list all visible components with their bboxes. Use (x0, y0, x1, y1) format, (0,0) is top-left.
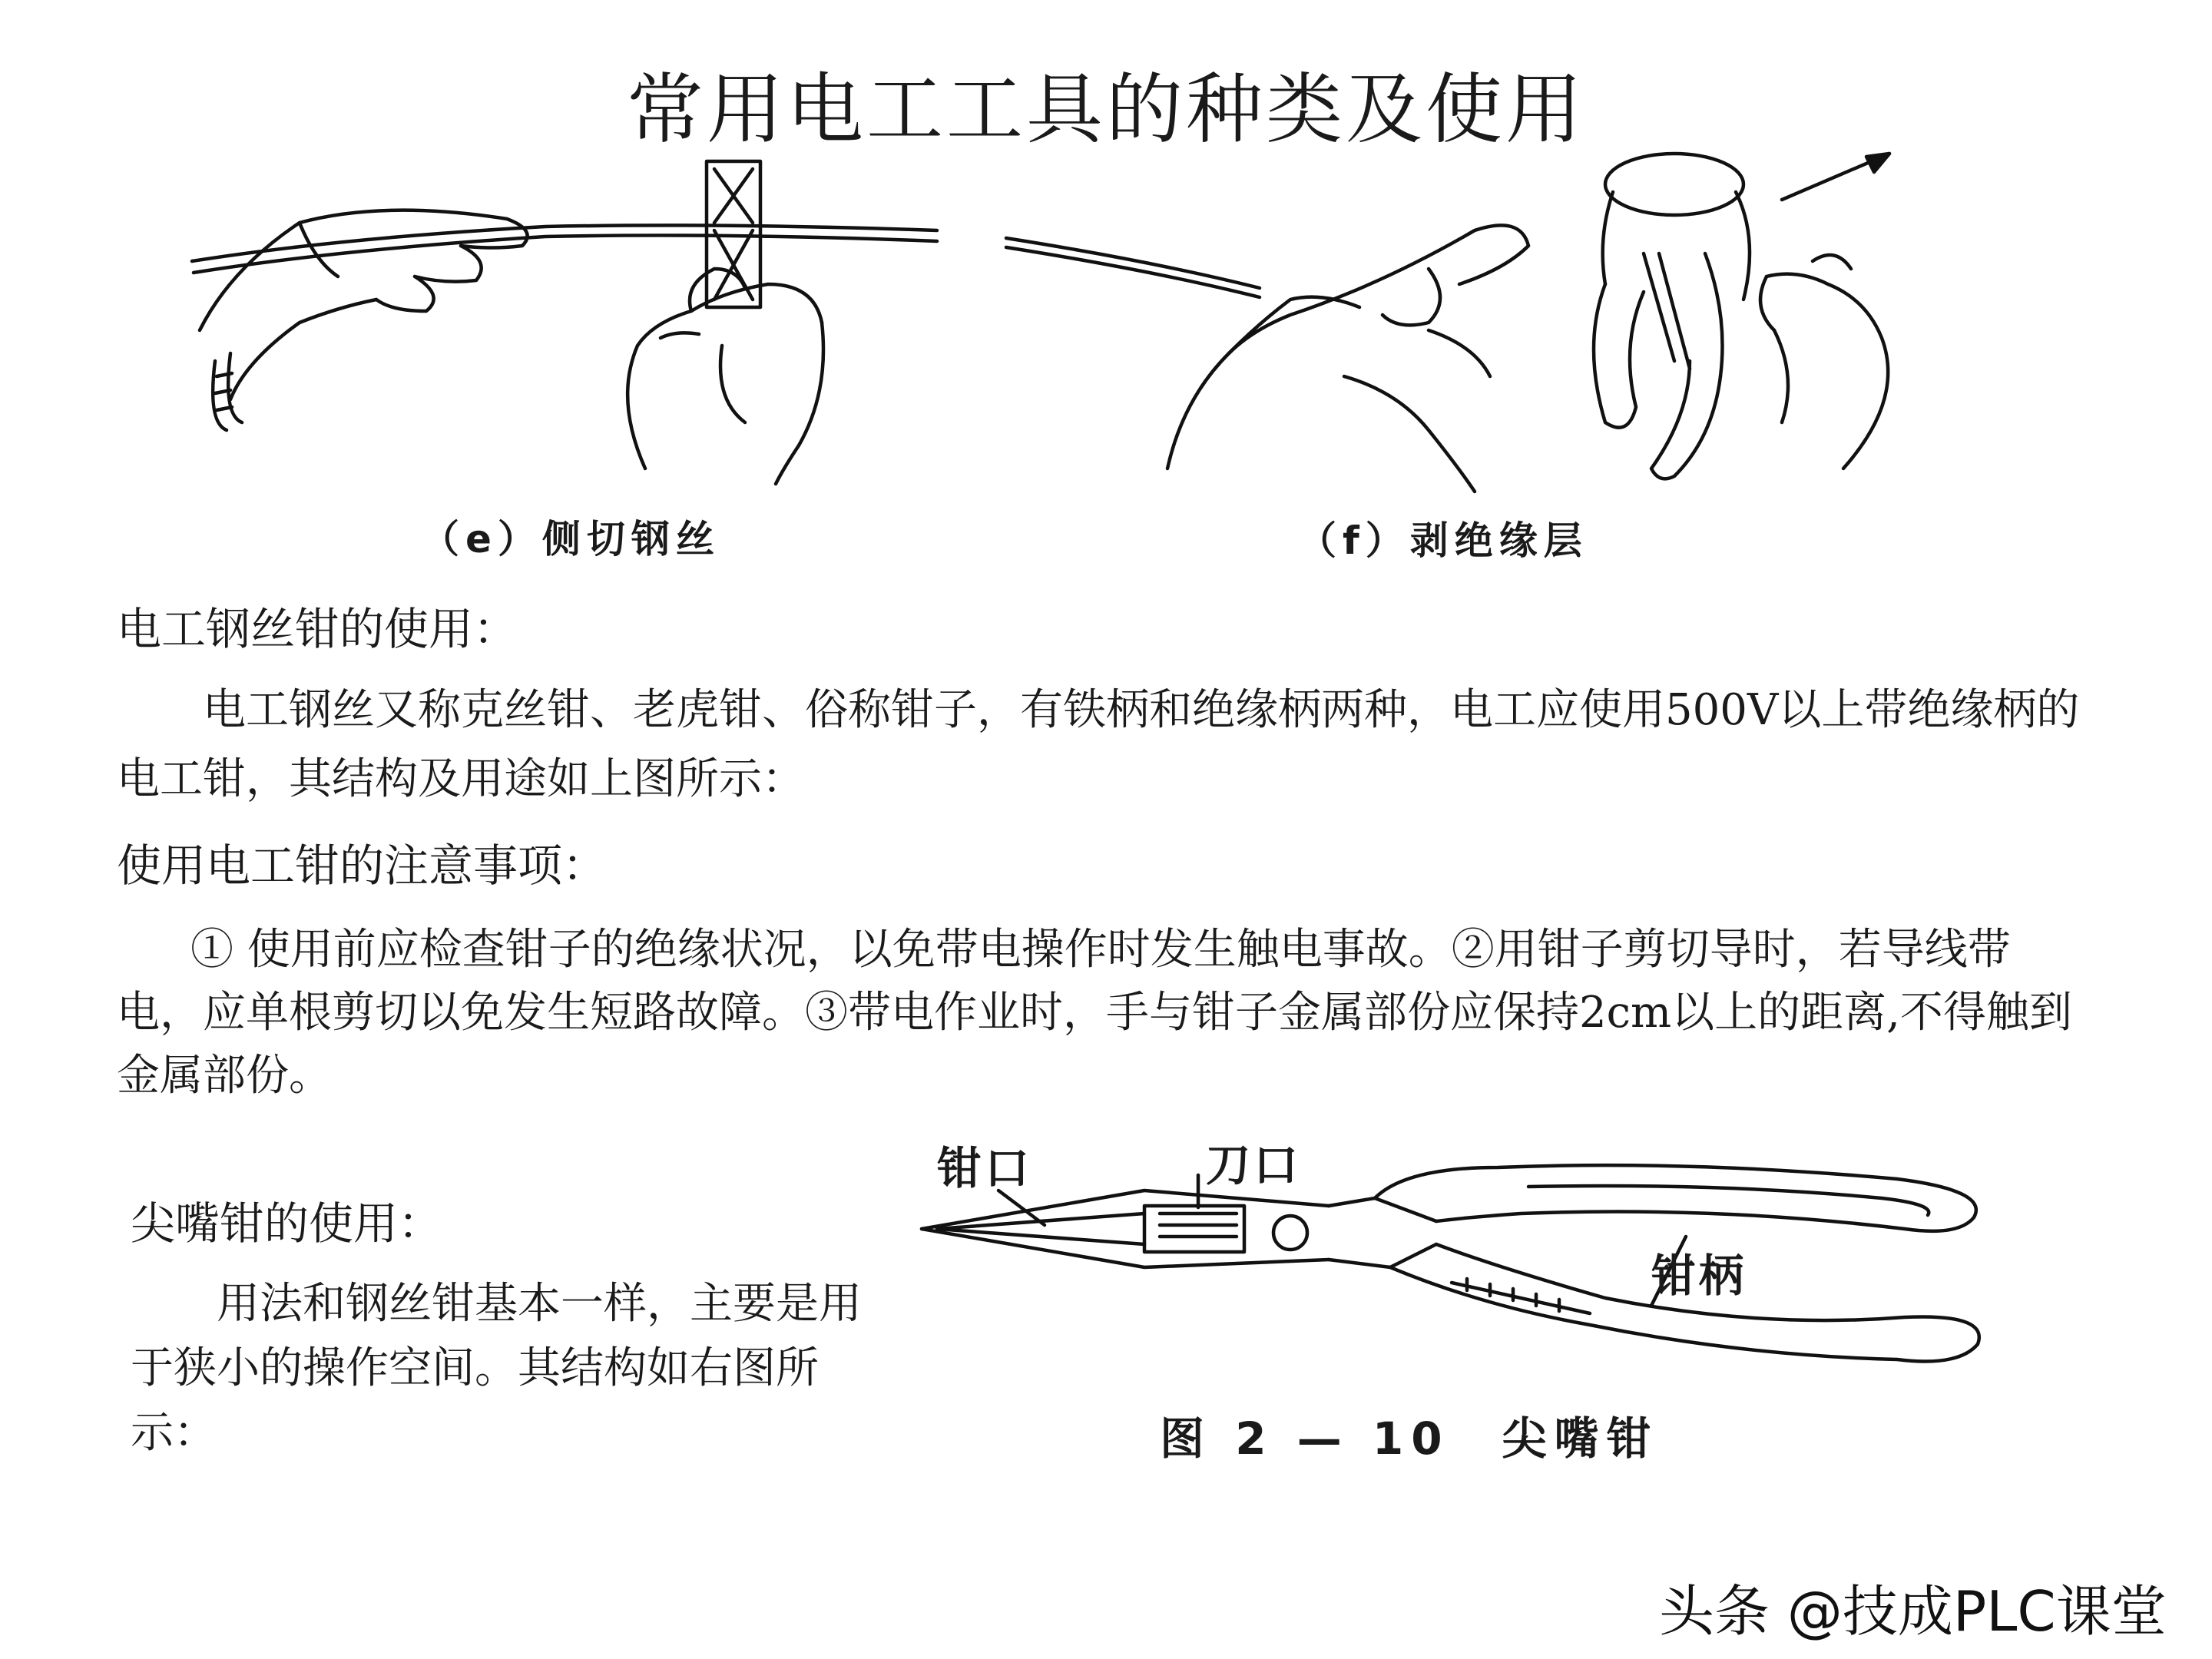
pliers-usage-paragraph: 电工钢丝又称克丝钳、老虎钳、俗称钳子，有铁柄和绝缘柄两种，电工应使用500V以上带绝缘柄的电工钳，其结构及用途如上图所示： (117, 685, 2080, 804)
label-jaw: 钳口 (937, 1142, 1033, 1194)
needle-pliers-diagram (914, 1152, 2005, 1382)
pliers-usage-heading: 电工钢丝钳的使用： (117, 603, 518, 655)
watermark-text: 头条 @技成PLC课堂 (1659, 1579, 2167, 1644)
pliers-notes-paragraph: ① 使用前应检查钳子的绝缘状况，以免带电操作时发生触电事故。②用钳子剪切导时，若导线带电，应单根剪切以免发生短路故障。③带电作业时，手与钳子金属部份应保持2cm以上的距离,不得触到金属部份。 (117, 925, 2072, 1101)
figure-strip-insulation-illustration (998, 146, 1936, 499)
figure-f-caption: （f）剥绝缘层 (1298, 518, 1588, 563)
needle-pliers-heading: 尖嘴钳的使用： (131, 1197, 443, 1250)
needle-pliers-paragraph: 用法和钢丝钳基本一样，主要是用于狭小的操作空间。其结构如右图所示： (131, 1279, 862, 1458)
figure-e-caption: （e）侧切钢丝 (421, 517, 720, 561)
page-title: 常用电工工具的种类及使用 (627, 65, 1585, 154)
label-blade: 刀口 (1206, 1139, 1302, 1191)
pliers-notes-heading: 使用电工钳的注意事项： (117, 839, 608, 892)
figure-cut-wire-illustration (184, 146, 952, 499)
diagram-caption: 图 2 — 10 尖嘴钳 (1160, 1412, 1659, 1465)
label-handle: 钳柄 (1651, 1250, 1747, 1302)
